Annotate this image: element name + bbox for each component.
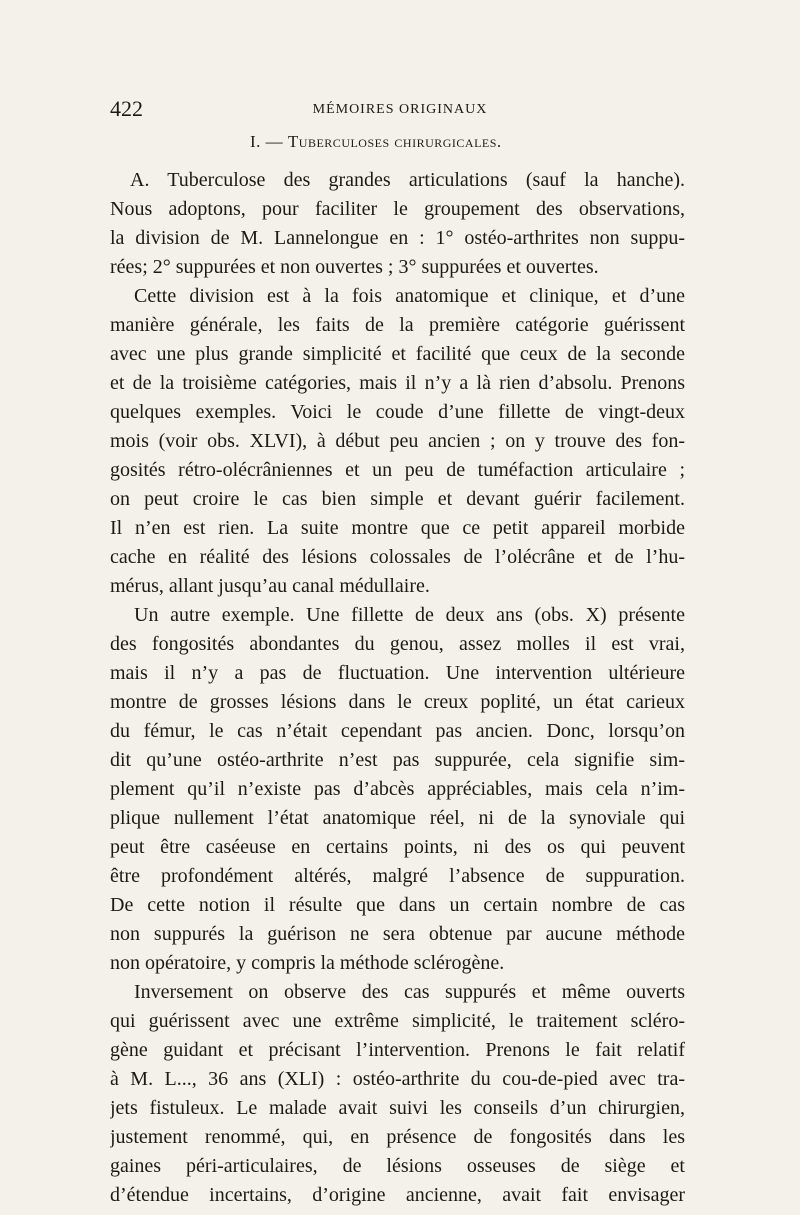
text-line: on peut croire le cas bien simple et devant guérir facilement. bbox=[110, 488, 685, 510]
text-line: dit qu’une ostéo-arthrite n’est pas suppurée, cela signifie sim- bbox=[110, 749, 685, 771]
text-line: Cette division est à la fois anatomique et clinique, et d’une bbox=[134, 285, 685, 307]
text-line: mais il n’y a pas de fluctuation. Une intervention ultérieure bbox=[110, 662, 685, 684]
section-number: I. — bbox=[250, 132, 288, 151]
text-line: d’étendue incertains, d’origine ancienne, avait fait envisager bbox=[110, 1184, 685, 1206]
text-line: De cette notion il résulte que dans un certain nombre de cas bbox=[110, 894, 685, 916]
running-title: MÉMOIRES ORIGINAUX bbox=[312, 102, 488, 117]
text-line: rées; 2° suppurées et non ouvertes ; 3° suppurées et ouvertes. bbox=[110, 256, 599, 278]
text-line: être profondément altérés, malgré l’absence de suppuration. bbox=[110, 865, 685, 887]
text-line: plique nullement l’état anatomique réel, ni de la synoviale qui bbox=[110, 807, 685, 829]
body-text bbox=[110, 166, 685, 1210]
text-line: du fémur, le cas n’était cependant pas ancien. Donc, lorsqu’on bbox=[110, 720, 685, 742]
text-line: non suppurés la guérison ne sera obtenue par aucune méthode bbox=[110, 923, 685, 945]
text-line: non opératoire, y compris la méthode sclérogène. bbox=[110, 952, 505, 974]
text-line: Un autre exemple. Une fillette de deux ans (obs. X) présente bbox=[134, 604, 685, 626]
section-heading bbox=[250, 132, 502, 152]
text-line: quelques exemples. Voici le coude d’une fillette de vingt-deux bbox=[110, 401, 685, 423]
text-line: des fongosités abondantes du genou, assez molles il est vrai, bbox=[110, 633, 685, 655]
text-line: plement qu’il n’existe pas d’abcès appréciables, mais cela n’im- bbox=[110, 778, 685, 800]
text-line: mois (voir obs. XLVI), à début peu ancien ; on y trouve des fon- bbox=[110, 430, 685, 452]
text-line: Il n’en est rien. La suite montre que ce petit appareil morbide bbox=[110, 517, 685, 539]
text-line: qui guérissent avec une extrême simplicité, le traitement scléro- bbox=[110, 1010, 685, 1032]
text-line: et de la troisième catégories, mais il n’y a là rien d’absolu. Prenons bbox=[110, 372, 685, 394]
text-line: peut être caséeuse en certains points, ni des os qui peuvent bbox=[110, 836, 685, 858]
text-line: manière générale, les faits de la première catégorie guérissent bbox=[110, 314, 685, 336]
text-line: gaines péri-articulaires, de lésions osseuses de siège et bbox=[110, 1155, 685, 1177]
text-line: avec une plus grande simplicité et facilité que ceux de la seconde bbox=[110, 343, 685, 365]
section-title: Tuberculoses chirurgicales. bbox=[287, 132, 502, 151]
text-line: la division de M. Lannelongue en : 1° ostéo-arthrites non suppu- bbox=[110, 227, 685, 249]
text-line: A. Tuberculose des grandes articulations (sauf la hanche). bbox=[130, 169, 685, 191]
text-line: gosités rétro-olécrâniennes et un peu de tuméfaction articulaire ; bbox=[110, 459, 685, 481]
text-line: gène guidant et précisant l’intervention. Prenons le fait relatif bbox=[110, 1039, 685, 1061]
page-number: 422 bbox=[110, 96, 143, 121]
text-line: cache en réalité des lésions colossales de l’olécrâne et de l’hu- bbox=[110, 546, 685, 568]
text-line: mérus, allant jusqu’au canal médullaire. bbox=[110, 575, 430, 597]
text-line: jets fistuleux. Le malade avait suivi les conseils d’un chirurgien, bbox=[110, 1097, 685, 1119]
running-head bbox=[110, 96, 690, 126]
text-line: Inversement on observe des cas suppurés et même ouverts bbox=[134, 981, 685, 1003]
text-line: à M. L..., 36 ans (XLI) : ostéo-arthrite du cou-de-pied avec tra- bbox=[110, 1068, 685, 1090]
text-line: Nous adoptons, pour faciliter le groupement des observations, bbox=[110, 198, 685, 220]
text-line: montre de grosses lésions dans le creux poplité, un état carieux bbox=[110, 691, 685, 713]
text-line: justement renommé, qui, en présence de fongosités dans les bbox=[110, 1126, 685, 1148]
